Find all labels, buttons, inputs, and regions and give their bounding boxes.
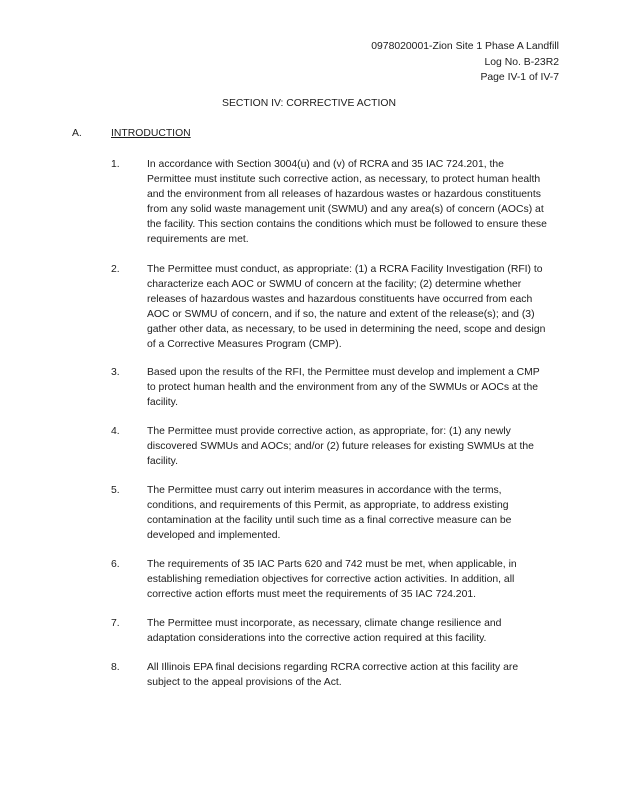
item-text: The Permittee must provide corrective action, as appropriate, for: (1) any newly discovered SWMUs and AOCs; and/or (2) future releases for existing SWMUs at the facility. bbox=[147, 426, 534, 467]
item-text: Based upon the results of the RFI, the Permittee must develop and implement a CMP to protect human health and the environment from any of the SWMUs or AOCs at the facility. bbox=[147, 367, 540, 408]
item-text: The Permittee must incorporate, as necessary, climate change resilience and adaptation considerations into the corrective action required at this facility. bbox=[147, 618, 502, 644]
item-number: 6. bbox=[111, 559, 120, 570]
item-number: 5. bbox=[111, 485, 120, 496]
item-number: 8. bbox=[111, 662, 120, 673]
item-text: The requirements of 35 IAC Parts 620 and 742 must be met, when applicable, in establishing remediation objectives for corrective action activities. In addition, all corrective action efforts must meet the requirements of 35 IAC 724.201. bbox=[147, 559, 517, 600]
item-number: 7. bbox=[111, 618, 120, 629]
header-page-number: Page IV-1 of IV-7 bbox=[480, 72, 559, 83]
item-number: 1. bbox=[111, 159, 120, 170]
item-number: 4. bbox=[111, 426, 120, 437]
header-site-id: 0978020001-Zion Site 1 Phase A Landfill bbox=[371, 41, 559, 52]
subsection-letter: A. bbox=[72, 128, 82, 139]
header-log-number: Log No. B-23R2 bbox=[484, 56, 559, 68]
subsection-heading: INTRODUCTION bbox=[111, 128, 191, 139]
item-number: 3. bbox=[111, 367, 120, 378]
page-header bbox=[371, 39, 559, 86]
item-text: The Permittee must conduct, as appropriate: (1) a RCRA Facility Investigation (RFI) to characterize each AOC or SWMU of concern at the facility; (2) determine whether releases of hazardous wastes and hazardous constituents have occurred from each AOC or SWMU of concern, and if so, the nature and extent of the release(s); and (3) gather other data, as necessary, to be used in determining the need, scope and design of a Corrective Measures Program (CMP). bbox=[147, 264, 546, 350]
item-text: In accordance with Section 3004(u) and (v) of RCRA and 35 IAC 724.201, the Permittee must institute such corrective action, as necessary, to protect human health and the environment from all releases of hazardous wastes or hazardous constituents from any solid waste management unit (SWMU) and any area(s) of concern (AOCs) at the facility. This section contains the conditions which must be followed to ensure these requirements are met. bbox=[147, 159, 547, 245]
item-number: 2. bbox=[111, 264, 120, 275]
item-text: All Illinois EPA final decisions regarding RCRA corrective action at this facility are subject to the appeal provisions of the Act. bbox=[147, 662, 519, 688]
item-text: The Permittee must carry out interim measures in accordance with the terms, conditions, and requirements of this Permit, as appropriate, to address existing contamination at the facility until such time as a final corrective measure can be developed and implemented. bbox=[147, 485, 512, 541]
section-title: SECTION IV: CORRECTIVE ACTION bbox=[222, 98, 396, 109]
